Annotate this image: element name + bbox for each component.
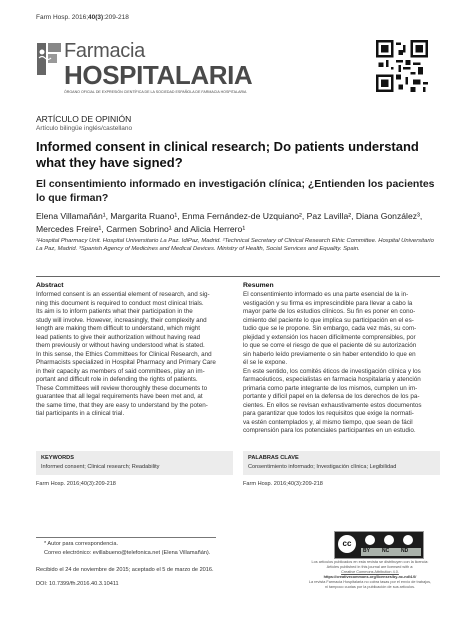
- abstract-line: lead patients to give their authorization without having read: [36, 333, 201, 341]
- resumen-line: para garantizar que todos los requisitos que exige la normati-: [243, 410, 414, 417]
- resumen-line: tudio que se le propone. Sin embargo, cada vez más, su com-: [243, 325, 417, 332]
- resumen-heading: Resumen: [243, 282, 274, 289]
- resumen-line: farmacéuticos, especialistas en farmacia hospitalaria y atención: [243, 376, 421, 383]
- abstract-line: ning this document is required to conduct most clinical trials.: [36, 299, 204, 307]
- resumen-body: [243, 291, 440, 436]
- resumen-line: cimiento del paciente lo que implica su participación en el es-: [243, 316, 414, 324]
- journal-logo-icon: [36, 42, 62, 76]
- license-line: La revista Farmacia Hospitalaria no cobra tasas por el envío de trabajos,: [308, 580, 432, 584]
- author-list: Elena Villamañán¹, Margarita Ruano¹, Enma Fernández-de Uzquiano², Paz Lavilla², Diana González³, Mercedes Freire¹, Carmen Sobrino¹ and Alicia Herrero¹: [36, 211, 423, 234]
- abstract-line: guarantee that all legal requirements have been met and, at: [36, 393, 203, 400]
- abstract-citation: Farm Hosp. 2016;40(3):209-218: [36, 481, 116, 487]
- resumen-line: El consentimiento informado es una parte esencial de la in-: [243, 291, 409, 298]
- article-title: Informed consent in clinical research; Do patients understand what they have signed?: [36, 139, 419, 170]
- footnote-divider: [36, 537, 216, 538]
- cc-nd-label: ND: [401, 548, 409, 554]
- logo-line-1: Farmacia: [64, 40, 145, 62]
- doi: DOI: 10.7399/fh.2016.40.3.10411: [36, 581, 119, 587]
- resumen-line: portante y difícil papel en la defensa de los derechos de los pa-: [243, 393, 420, 400]
- abstract-line: Informed consent is an essential element of research, and sig-: [36, 291, 210, 298]
- correspondence-label: * Autor para correspondencia.: [44, 541, 119, 547]
- license-url[interactable]: https://creativecommons.org/licenses/by-nc-nd/4.0/: [323, 575, 417, 579]
- abstract-body: [36, 291, 233, 419]
- resumen-line: él se le expone.: [243, 359, 288, 366]
- abstract-line: These Committees will review thoroughly these documents to: [36, 384, 208, 392]
- resumen-line: cientes. En ellos se revisan exhaustivamente estos documentos: [243, 401, 422, 409]
- received-dates: Recibido el 24 de noviembre de 2015; aceptado el 5 de marzo de 2016.: [36, 567, 214, 573]
- license-line: Los artículos publicados en esta revista se distribuyen con la licencia:: [311, 560, 429, 564]
- abstract-line: In this sense, the Ethics Committees for Clinical Research, and: [36, 350, 212, 358]
- resumen-line: En este sentido, los comités éticos de investigación clínica y los: [243, 367, 421, 375]
- no-derivatives-icon: [403, 535, 413, 545]
- resumen-line: vestigación y su firma es imprescindible para llevar a cabo la: [243, 299, 413, 307]
- keywords-text: Informed consent; Clinical research; Readability: [41, 464, 160, 470]
- abstract-line: Its aim is to inform patients what their participation in the: [36, 308, 193, 315]
- abstract-line: length are making them difficult to understand, which might: [36, 325, 201, 332]
- article-section-subtitle: Artículo bilingüe inglés/castellano: [36, 125, 133, 132]
- resumen-line: va estén contemplados y, al mismo tiempo, que sean de fácil: [243, 418, 413, 426]
- abstract-line: in their capacity as members of said committees, play an im-: [36, 367, 205, 375]
- cc-by-label: BY: [363, 548, 370, 554]
- abstract-line: tial participants in a clinical trial.: [36, 410, 125, 417]
- resumen-line: mayor parte de los estudios clínicos. Su fin es poner en cono-: [243, 308, 416, 315]
- logo-tagline: ÓRGANO OFICIAL DE EXPRESIÓN CIENTÍFICA DE LA SOCIEDAD ESPAÑOLA DE FARMACIA HOSPITALARIA: [64, 90, 247, 94]
- abstract-heading: Abstract: [36, 282, 64, 289]
- resumen-line: lo que se corre el riesgo de que el paciente dé su autorización: [243, 342, 417, 349]
- resumen-line: plejidad y extensión los hacen difícilmente comprensibles, por: [243, 333, 416, 341]
- license-line: Articles published in this journal are licensed with a:: [326, 565, 414, 569]
- abstract-line: them previously or without having understood what is stated.: [36, 342, 205, 349]
- license-link[interactable]: Creative Commons Attribution 4.0.: [341, 570, 399, 574]
- person-icon: [365, 535, 375, 545]
- article-section: ARTÍCULO DE OPINIÓN: [36, 114, 132, 124]
- resumen-line: sin haberlo leído previamente o sin haber entendido lo que en: [243, 350, 416, 358]
- resumen-line: primaria como parte integrante de los mismos, cumplen un im-: [243, 384, 418, 392]
- no-commercial-icon: [384, 535, 394, 545]
- author-affiliations: ¹Hospital Pharmacy Unit. Hospital Universitario La Paz. IdiPaz, Madrid. ²Technical Secretary of Clinical Research Ethic Committee. Hospital Universitario La Paz, Madrid. ³Spanish Agency of Medicines and Medical Devices. Ministry of Health, Social Services and Equality. Spain.: [36, 238, 434, 252]
- resumen-line: comprensión para los potenciales participantes en un estudio.: [243, 427, 416, 434]
- logo-line-2: HOSPITALARIA: [64, 60, 253, 90]
- qr-code-icon: [376, 40, 428, 92]
- license-text: [300, 560, 440, 590]
- palabras-clave-heading: PALABRAS CLAVE: [248, 455, 299, 461]
- palabras-clave-box: [243, 451, 440, 475]
- abstract-line: Pharmacists specialized in Hospital Pharmacy and Primary Care: [36, 359, 216, 366]
- cc-icon: cc: [338, 535, 356, 553]
- keywords-box: [36, 451, 233, 475]
- resumen-citation: Farm Hosp. 2016;40(3):209-218: [243, 481, 323, 487]
- abstract-line: study will involve. However, increasingly, their complexity and: [36, 316, 207, 324]
- journal-citation: Farm Hosp. 2016;40(3):209-218: [36, 14, 129, 21]
- cc-nc-label: NC: [382, 548, 390, 554]
- header-divider: [36, 276, 440, 277]
- abstract-line: the same time, that they are easy to understand by the poten-: [36, 401, 208, 409]
- correspondence-email: Correo electrónico: evillabueno@telefonica.net (Elena Villamañán).: [44, 550, 211, 556]
- keywords-heading: KEYWORDS: [41, 455, 74, 461]
- cc-license-badge: [334, 531, 424, 559]
- abstract-line: portant and difficult role in defending the rights of patients.: [36, 376, 198, 383]
- license-line: ni tampoco cuotas por la publicación de sus artículos.: [324, 585, 416, 589]
- palabras-clave-text: Consentimiento informado; Investigación clínica; Legibilidad: [248, 464, 397, 470]
- article-subtitle: El consentimiento informado en investigación clínica; ¿Entienden los pacientes lo que firman?: [36, 178, 435, 204]
